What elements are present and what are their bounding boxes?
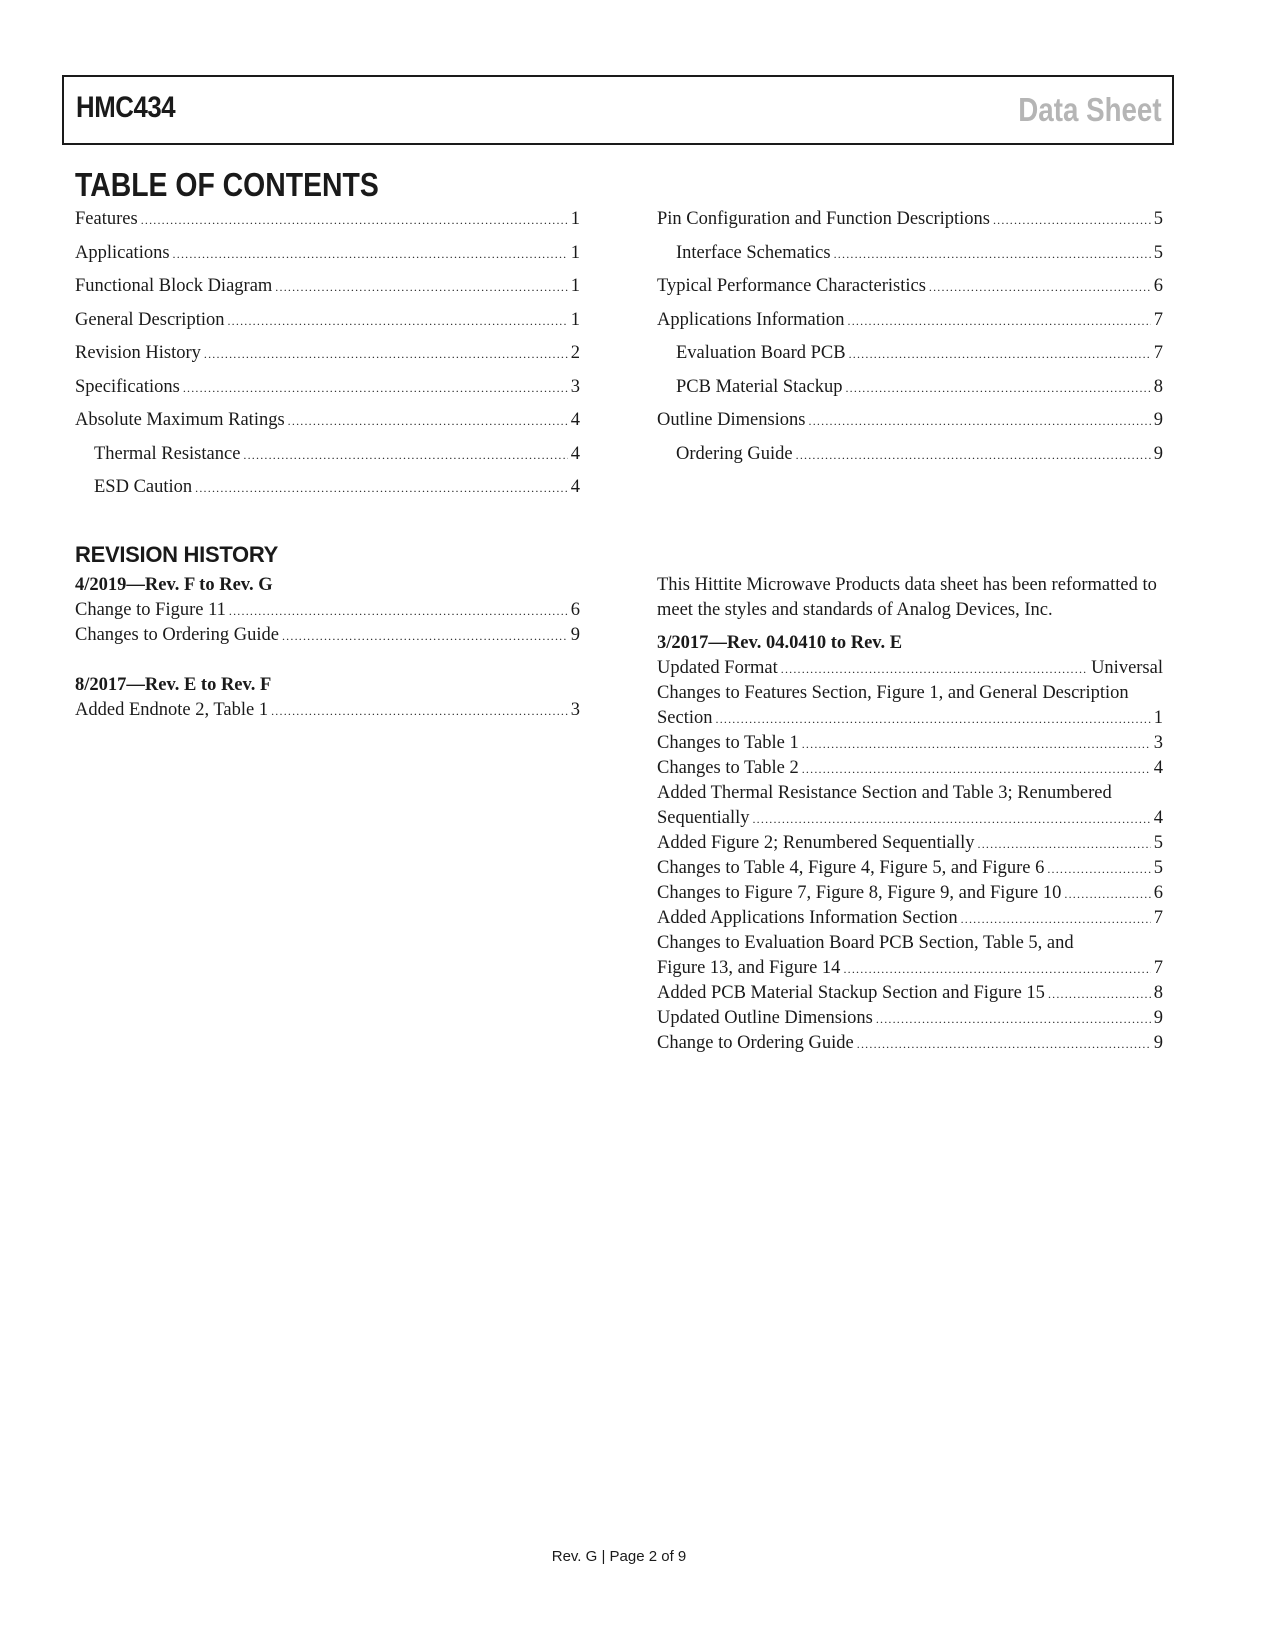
revision-item[interactable] xyxy=(657,756,1163,781)
dot-leader xyxy=(876,1007,1151,1032)
toc-entry-label: ESD Caution xyxy=(94,477,193,497)
revision-item[interactable] xyxy=(657,1031,1163,1056)
revision-item-page: 9 xyxy=(1153,1033,1163,1053)
dot-leader xyxy=(796,441,1151,469)
revision-item-label: Added PCB Material Stackup Section and Figure 15 xyxy=(657,983,1045,1003)
dot-leader xyxy=(978,832,1151,857)
toc-entry-page: 9 xyxy=(1153,410,1163,430)
revision-item-page: 7 xyxy=(1153,908,1163,928)
revision-item[interactable] xyxy=(657,731,1163,756)
toc-entry-page: 1 xyxy=(570,242,580,263)
revision-item-label: Added Endnote 2, Table 1 xyxy=(75,700,269,720)
dot-leader xyxy=(961,907,1151,932)
revision-item-label: Change to Figure 11 xyxy=(75,600,226,620)
toc-entry-page: 9 xyxy=(1153,443,1163,464)
revision-history-title: REVISION HISTORY xyxy=(75,542,279,567)
revision-item-label: Changes to Figure 7, Figure 8, Figure 9, and Figure 10 xyxy=(657,883,1062,903)
toc-entry-page: 3 xyxy=(570,376,580,397)
toc-subentry[interactable] xyxy=(657,239,1163,273)
spacer xyxy=(75,648,580,673)
toc-entry-label: Thermal Resistance xyxy=(94,443,241,464)
toc-entry[interactable] xyxy=(75,272,580,306)
toc-subentry[interactable] xyxy=(657,440,1163,474)
toc-entry-label: Applications xyxy=(75,242,170,263)
toc-entry-label: Specifications xyxy=(75,376,180,397)
toc-title: TABLE OF CONTENTS xyxy=(75,166,379,203)
toc-entry[interactable] xyxy=(75,339,580,373)
dot-leader xyxy=(282,624,568,649)
revision-item[interactable] xyxy=(75,698,580,723)
revision-item-page: 3 xyxy=(570,700,580,720)
reformat-note: This Hittite Microwave Products data sheet has been reformatted to meet the styles and standards of Analog Devices, Inc. xyxy=(657,575,1157,620)
toc-entry-label: Interface Schematics xyxy=(676,242,831,263)
dot-leader xyxy=(716,707,1151,732)
dot-leader xyxy=(271,699,568,724)
toc-entry-label: Typical Performance Characteristics xyxy=(657,276,926,296)
revision-item-text: Changes to Evaluation Board PCB Section, Table 5, and xyxy=(657,933,1074,953)
revision-item[interactable] xyxy=(657,981,1163,1006)
toc-entry-label: PCB Material Stackup xyxy=(676,376,843,397)
revision-item-page: 9 xyxy=(570,625,580,645)
revision-item-label: Change to Ordering Guide xyxy=(657,1033,854,1053)
revision-item[interactable] xyxy=(657,906,1163,931)
toc-entry-label: Applications Information xyxy=(657,309,845,330)
toc-entry-page: 8 xyxy=(1153,376,1163,397)
dot-leader xyxy=(227,307,567,335)
toc-subentry[interactable] xyxy=(657,339,1163,373)
dot-leader xyxy=(275,273,567,301)
revision-item-label: Updated Outline Dimensions xyxy=(657,1008,873,1028)
revision-item-text: Changes to Features Section, Figure 1, and General Description xyxy=(657,683,1129,703)
revision-item-label: Sequentially xyxy=(657,808,750,828)
revision-item[interactable] xyxy=(657,706,1163,731)
toc-entry[interactable] xyxy=(657,306,1163,340)
toc-entry-page: 4 xyxy=(570,410,580,430)
toc-entry-label: Functional Block Diagram xyxy=(75,276,273,296)
toc-entry-label: Pin Configuration and Function Descriptions xyxy=(657,209,990,229)
revision-item-label: Added Applications Information Section xyxy=(657,908,958,928)
toc-entry-label: Outline Dimensions xyxy=(657,410,806,430)
revision-item-label: Changes to Table 1 xyxy=(657,733,799,753)
toc-entry[interactable] xyxy=(657,406,1163,440)
toc-entry-page: 1 xyxy=(570,209,580,229)
toc-entry[interactable] xyxy=(75,306,580,340)
revision-item[interactable] xyxy=(657,831,1163,856)
dot-leader xyxy=(1047,857,1150,882)
dot-leader xyxy=(802,732,1151,757)
toc-entry-page: 5 xyxy=(1153,209,1163,229)
revision-item-page: 5 xyxy=(1153,858,1163,878)
revision-item-page: 6 xyxy=(570,600,580,620)
toc-entry[interactable] xyxy=(75,373,580,407)
revision-item[interactable] xyxy=(657,956,1163,981)
revision-item-page: 7 xyxy=(1153,958,1163,978)
page-footer: Rev. G | Page 2 of 9 xyxy=(551,1548,687,1565)
dot-leader xyxy=(802,757,1151,782)
revision-item-label: Changes to Table 4, Figure 4, Figure 5, and Figure 6 xyxy=(657,858,1045,878)
revision-item-page: 4 xyxy=(1153,758,1163,778)
dot-leader xyxy=(752,807,1150,832)
dot-leader xyxy=(781,657,1088,682)
dot-leader xyxy=(183,374,568,402)
revision-item[interactable] xyxy=(75,623,580,648)
dot-leader xyxy=(857,1032,1151,1057)
revision-item-label: Changes to Table 2 xyxy=(657,758,799,778)
revision-item[interactable] xyxy=(657,881,1163,906)
toc-entry[interactable] xyxy=(75,406,580,440)
dot-leader xyxy=(993,206,1151,234)
dot-leader xyxy=(195,474,568,502)
toc-entry-page: 4 xyxy=(570,477,580,497)
toc-entry[interactable] xyxy=(657,272,1163,306)
dot-leader xyxy=(809,407,1151,435)
dot-leader xyxy=(243,441,567,469)
revision-item[interactable] xyxy=(657,856,1163,881)
toc-entry-label: Ordering Guide xyxy=(676,443,793,464)
toc-entry[interactable] xyxy=(75,205,580,239)
revision-heading: 8/2017—Rev. E to Rev. F xyxy=(75,675,272,695)
toc-subentry[interactable] xyxy=(657,373,1163,407)
toc-entry-page: 1 xyxy=(570,309,580,330)
toc-entry-label: General Description xyxy=(75,309,225,330)
toc-subentry[interactable] xyxy=(75,473,580,507)
toc-entry-page: 4 xyxy=(570,443,580,464)
dot-leader xyxy=(229,599,568,624)
revision-heading: 4/2019—Rev. F to Rev. G xyxy=(75,575,273,595)
document-part-number: HMC434 xyxy=(76,91,176,124)
revision-item-label: Figure 13, and Figure 14 xyxy=(657,958,841,978)
dot-leader xyxy=(1064,882,1150,907)
revision-item-page: 6 xyxy=(1153,883,1163,903)
revision-item-label: Section xyxy=(657,708,713,728)
dot-leader xyxy=(843,957,1150,982)
header-box xyxy=(62,75,1174,145)
revision-item[interactable] xyxy=(657,656,1163,681)
toc-entry-page: 7 xyxy=(1153,343,1163,363)
toc-entry-page: 1 xyxy=(570,276,580,296)
revision-item-label: Added Figure 2; Renumbered Sequentially xyxy=(657,833,975,853)
revision-item-page: 9 xyxy=(1153,1008,1163,1028)
toc-entry-page: 6 xyxy=(1153,276,1163,296)
dot-leader xyxy=(141,206,568,234)
revision-history-left-column xyxy=(75,573,580,723)
toc-entry-page: 2 xyxy=(570,343,580,363)
toc-entry-label: Revision History xyxy=(75,343,201,363)
toc-entry-page: 5 xyxy=(1153,242,1163,263)
dot-leader xyxy=(834,240,1151,268)
revision-item-page: 3 xyxy=(1153,733,1163,753)
toc-entry[interactable] xyxy=(657,205,1163,239)
toc-entry-label: Absolute Maximum Ratings xyxy=(75,410,285,430)
dot-leader xyxy=(1048,982,1151,1007)
toc-subentry[interactable] xyxy=(75,440,580,474)
toc-right-column xyxy=(657,205,1163,473)
revision-history-right-column xyxy=(657,573,1163,1056)
toc-entry[interactable] xyxy=(75,239,580,273)
dot-leader xyxy=(845,374,1150,402)
revision-item-text: Added Thermal Resistance Section and Table 3; Renumbered xyxy=(657,783,1112,803)
revision-item-page: Universal xyxy=(1091,658,1163,678)
revision-item-label: Updated Format xyxy=(657,658,778,678)
revision-item[interactable] xyxy=(657,1006,1163,1031)
toc-entry-label: Evaluation Board PCB xyxy=(676,343,846,363)
revision-item[interactable] xyxy=(75,598,580,623)
dot-leader xyxy=(929,273,1151,301)
toc-entry-page: 7 xyxy=(1153,309,1163,330)
document-type: Data Sheet xyxy=(1018,91,1162,128)
revision-item-page: 1 xyxy=(1153,708,1163,728)
revision-item-page: 8 xyxy=(1153,983,1163,1003)
revision-item-label: Changes to Ordering Guide xyxy=(75,625,279,645)
revision-item[interactable] xyxy=(657,806,1163,831)
revision-item-page: 4 xyxy=(1153,808,1163,828)
revision-item-page: 5 xyxy=(1153,833,1163,853)
toc-entry-label: Features xyxy=(75,209,138,229)
dot-leader xyxy=(849,340,1151,368)
dot-leader xyxy=(288,407,568,435)
dot-leader xyxy=(204,340,568,368)
dot-leader xyxy=(173,240,568,268)
toc-left-column xyxy=(75,205,580,507)
revision-heading: 3/2017—Rev. 04.0410 to Rev. E xyxy=(657,633,903,653)
dot-leader xyxy=(848,307,1151,335)
